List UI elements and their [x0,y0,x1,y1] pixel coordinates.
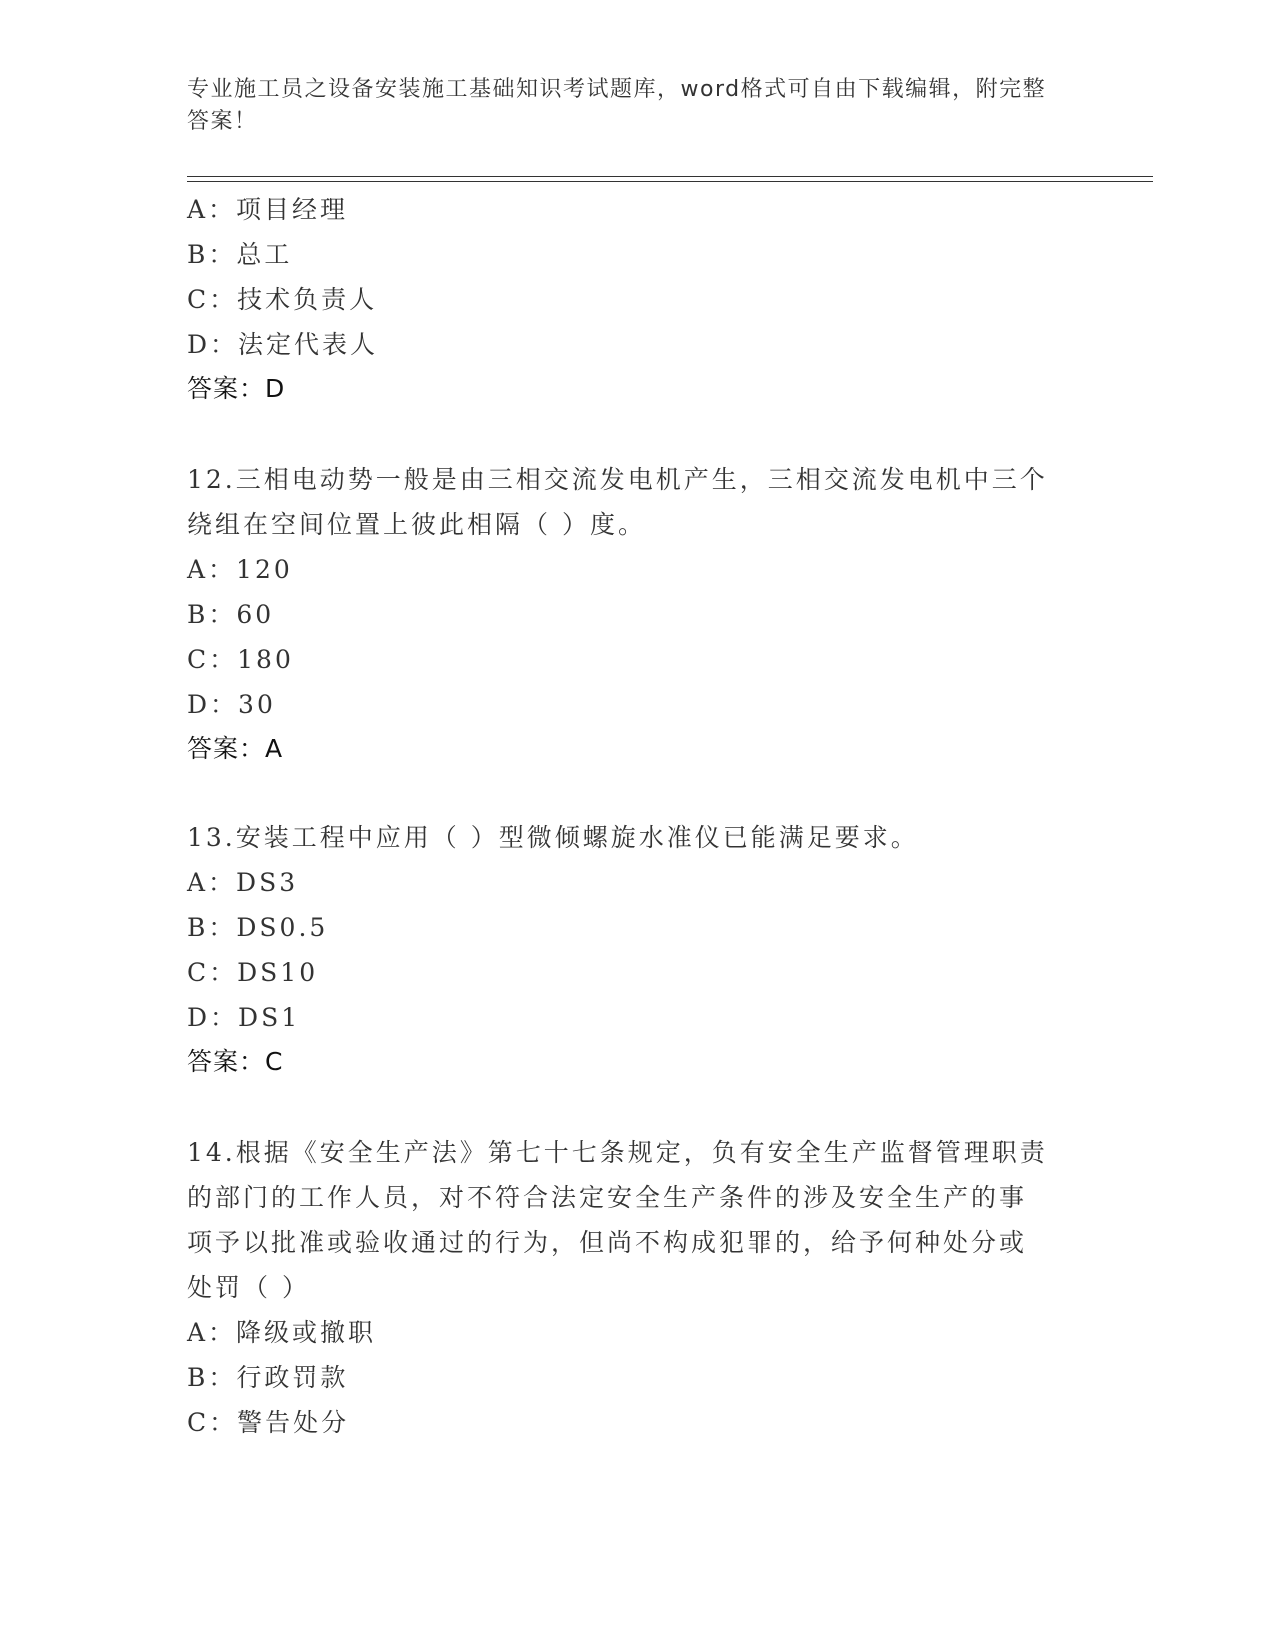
header-divider [187,176,1153,177]
q13-option-b: B：DS0.5 [187,913,329,942]
q14-option-a: A：降级或撤职 [187,1318,377,1347]
q11-option-c: C：技术负责人 [187,285,378,314]
q11-option-d: D：法定代表人 [187,330,379,359]
q12-option-d: D：30 [187,690,276,719]
q13-option-d: D：DS1 [187,1003,301,1032]
page-header: 专业施工员之设备安装施工基础知识考试题库，word格式可自由下载编辑，附完整答案！ [187,77,1047,134]
q12-option-c: C：180 [187,645,294,674]
q14-question-line-2: 的部门的工作人员，对不符合法定安全生产条件的涉及安全生产的事 [187,1183,1028,1212]
q11-answer: 答案：D [187,374,286,403]
q14-question-line-1: 14.根据《安全生产法》第七十七条规定，负有安全生产监督管理职责 [187,1138,1048,1167]
q14-question-line-4: 处罚（ ） [187,1273,310,1302]
q12-option-a: A：120 [187,555,293,584]
q13-question-line-1: 13.安装工程中应用（ ）型微倾螺旋水准仪已能满足要求。 [187,823,919,852]
q14-question-line-3: 项予以批准或验收通过的行为，但尚不构成犯罪的，给予何种处分或 [187,1228,1028,1257]
q12-question-line-2: 绕组在空间位置上彼此相隔（ ）度。 [187,510,646,539]
header-divider-secondary [187,181,1153,182]
q11-option-a: A：项目经理 [187,195,349,224]
q14-option-b: B：行政罚款 [187,1363,349,1392]
q13-option-c: C：DS10 [187,958,319,987]
q12-answer: 答案：A [187,734,284,763]
q11-option-b: B：总工 [187,240,293,269]
q12-option-b: B：60 [187,600,275,629]
q13-option-a: A：DS3 [187,868,299,897]
q12-question-line-1: 12.三相电动势一般是由三相交流发电机产生，三相交流发电机中三个 [187,465,1048,494]
q13-answer: 答案：C [187,1047,284,1076]
q14-option-c: C：警告处分 [187,1408,350,1437]
